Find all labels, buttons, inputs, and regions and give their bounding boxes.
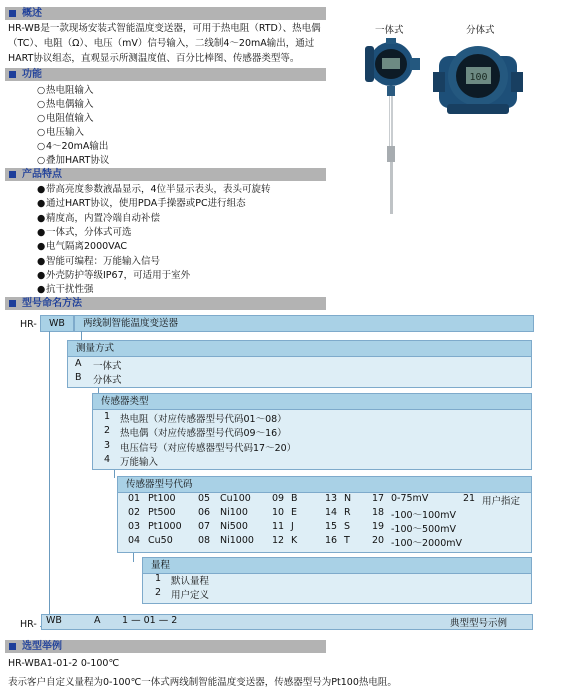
range-code: 2 — [155, 587, 162, 598]
measure-desc: 一体式 — [93, 361, 122, 372]
range-header: 量程 — [142, 557, 532, 574]
feature-item-label: 一体式，分体式可选 — [46, 226, 132, 238]
sensor-code-cell: -100～500mV — [391, 524, 456, 535]
sensor-code-cell: K — [291, 535, 298, 546]
tree-line — [49, 331, 50, 617]
sensor-code-cell: B — [291, 493, 298, 504]
bullet-icon: ● — [37, 184, 46, 195]
section-marker — [9, 300, 16, 307]
sensor-code-cell: 21 — [463, 493, 476, 504]
sensor-type-desc: 热电阻（对应传感器型号代码01～08） — [120, 414, 287, 425]
sensor-type-desc: 热电偶（对应传感器型号代码09～16） — [120, 428, 287, 440]
sensor-code-cell: 18 — [372, 507, 385, 518]
tree-line — [133, 552, 134, 562]
radio-bullet-icon: ○ — [37, 141, 46, 152]
section-title: 产品特点 — [22, 169, 62, 180]
bullet-icon: ● — [37, 255, 46, 267]
bottom-wb: WB — [46, 615, 62, 626]
section-title: 概述 — [22, 8, 42, 19]
section-marker — [9, 171, 16, 178]
feature-item — [37, 212, 160, 226]
sensor-code-cell: 16 — [325, 535, 338, 546]
bullet-icon: ● — [37, 241, 46, 253]
function-item — [37, 140, 108, 154]
section-title: 型号命名方法 — [22, 298, 82, 309]
bottom-prefix: HR- — [20, 619, 37, 630]
feature-item-label: 智能可编程：万能输入信号 — [46, 255, 161, 267]
feature-item — [37, 226, 132, 240]
integrated-label: 一体式 — [375, 25, 404, 36]
sensor-code-cell: Pt100 — [148, 493, 176, 504]
measure-desc: 分体式 — [93, 375, 122, 386]
sensor-code-cell: 13 — [325, 493, 338, 504]
sensor-code-cell: Cu100 — [220, 493, 251, 504]
sensor-code-cell: 用户指定 — [482, 496, 521, 507]
bullet-icon: ● — [37, 284, 46, 296]
sensor-code-cell: -100～2000mV — [391, 538, 462, 549]
example-line1: HR-WBA1-01-2 0-100℃ — [8, 658, 120, 669]
radio-bullet-icon: ○ — [37, 155, 46, 166]
function-item-label: 叠加HART协议 — [46, 155, 110, 166]
section-title: 功能 — [22, 69, 42, 80]
wb-code-cell: WB — [40, 315, 74, 332]
sensor-code-cell: J — [291, 521, 294, 532]
function-item — [37, 126, 84, 140]
range-desc: 用户定义 — [171, 590, 210, 601]
sensor-code-cell: 14 — [325, 507, 338, 518]
sensor-code-cell: Ni100 — [220, 507, 248, 518]
measure-header: 测量方式 — [67, 340, 532, 357]
feature-item — [37, 283, 94, 297]
section-example — [5, 640, 326, 653]
overview-text: HR-WB是一款现场安装式智能温度变送器，可用于热电阻（RTD）、热电偶（TC）、电阻（Ω）、电压（mV）信号输入，二线制4～20mA输出，通过HART协议组态，直观显示所测温度值、百分比棒图、传感器类型等。 — [8, 23, 321, 64]
section-marker — [9, 10, 16, 17]
sensor-code-cell: 06 — [198, 507, 211, 518]
bottom-code: 1 — 01 — 2 — [122, 615, 178, 626]
sensor-code-cell: Cu50 — [148, 535, 173, 546]
feature-item-label: 精度高，内置冷端自动补偿 — [46, 212, 161, 224]
sensor-type-desc: 电压信号（对应传感器型号代码17～20） — [120, 442, 297, 454]
function-item-label: 电阻值输入 — [46, 113, 94, 124]
bullet-icon: ● — [37, 212, 46, 224]
range-desc: 默认量程 — [171, 576, 210, 587]
sensor-code-cell: 04 — [128, 535, 141, 546]
bullet-icon: ● — [37, 226, 46, 238]
sensor-code-cell: T — [344, 535, 350, 546]
feature-item — [37, 183, 271, 197]
sensor-code-cell: 03 — [128, 521, 141, 532]
feature-item-label: 通过HART协议，使用PDA手操器或PC进行组态 — [46, 198, 246, 210]
sensor-code-cell: 12 — [272, 535, 285, 546]
sensor-code-cell: -100～100mV — [391, 510, 456, 521]
bullet-icon: ● — [37, 198, 46, 210]
radio-bullet-icon: ○ — [37, 113, 46, 124]
radio-bullet-icon: ○ — [37, 85, 46, 96]
feature-item — [37, 255, 160, 269]
function-item — [37, 154, 109, 168]
sensor-code-cell: S — [344, 521, 351, 532]
sensor-code-cell: 10 — [272, 507, 285, 518]
section-naming — [5, 297, 326, 310]
sensor-code-cell: 08 — [198, 535, 211, 546]
sensor-code-cell: E — [291, 507, 298, 518]
feature-item — [37, 269, 190, 283]
feature-item-label: 带高亮度参数液晶显示，4位半显示表头，表头可旋转 — [46, 184, 271, 195]
wb-desc-cell: 两线制智能温度变送器 — [74, 315, 534, 332]
feature-item-label: 电气隔离2000VAC — [46, 241, 128, 253]
function-item-label: 热电阻输入 — [46, 85, 94, 96]
range-code: 1 — [155, 573, 162, 584]
split-transmitter-image — [433, 36, 523, 118]
function-item — [37, 112, 94, 126]
display-readout: 100 — [469, 72, 488, 83]
function-item — [37, 98, 94, 112]
sensor-code-header: 传感器型号代码 — [117, 476, 532, 493]
measure-code: A — [75, 358, 82, 369]
sensor-code-cell: N — [344, 493, 352, 504]
sensor-type-code: 4 — [104, 453, 111, 465]
sensor-code-cell: 17 — [372, 493, 385, 504]
function-item-label: 电压输入 — [46, 127, 85, 138]
radio-bullet-icon: ○ — [37, 99, 46, 110]
section-marker — [9, 643, 16, 650]
section-features — [5, 168, 326, 181]
section-overview — [5, 7, 326, 20]
section-function — [5, 68, 326, 81]
sensor-code-cell: 19 — [372, 521, 385, 532]
sensor-type-desc: 万能输入 — [120, 456, 159, 468]
example-line2: 表示客户自定义量程为0-100℃一体式两线制智能温度变送器，传感器型号为Pt100热电阻。 — [8, 677, 397, 688]
bottom-label: 典型型号示例 — [450, 618, 508, 629]
radio-bullet-icon: ○ — [37, 127, 46, 138]
sensor-code-cell: Ni500 — [220, 521, 248, 532]
feature-item-label: 抗干扰性强 — [46, 284, 94, 296]
measure-code: B — [75, 372, 82, 383]
sensor-code-cell: 15 — [325, 521, 338, 532]
sensor-code-cell: 02 — [128, 507, 141, 518]
sensor-type-header: 传感器类型 — [92, 393, 532, 410]
section-marker — [9, 71, 16, 78]
feature-item-label: 外壳防护等级IP67，可适用于室外 — [46, 269, 191, 281]
sensor-code-cell: 0-75mV — [391, 493, 429, 504]
sensor-code-cell: 11 — [272, 521, 285, 532]
split-label: 分体式 — [466, 25, 495, 36]
bullet-icon: ● — [37, 269, 46, 281]
integrated-transmitter-image — [355, 34, 430, 214]
feature-item — [37, 197, 246, 211]
function-item-label: 热电偶输入 — [46, 99, 94, 110]
sensor-code-cell: 09 — [272, 493, 285, 504]
sensor-type-code: 1 — [104, 411, 111, 422]
sensor-code-cell: 20 — [372, 535, 385, 546]
sensor-code-cell: 05 — [198, 493, 211, 504]
function-item — [37, 84, 94, 98]
sensor-type-code: 2 — [104, 425, 111, 437]
sensor-code-cell: Pt1000 — [148, 521, 182, 532]
prefix-label: HR- — [20, 319, 37, 330]
sensor-code-cell: Ni1000 — [220, 535, 254, 546]
function-item-label: 4～20mA输出 — [46, 141, 109, 152]
sensor-code-cell: Pt500 — [148, 507, 176, 518]
sensor-code-cell: 07 — [198, 521, 211, 532]
section-title: 选型举例 — [22, 641, 62, 652]
bottom-a: A — [94, 615, 101, 626]
sensor-code-cell: R — [344, 507, 351, 518]
sensor-type-code: 3 — [104, 439, 111, 451]
feature-item — [37, 240, 127, 254]
sensor-code-cell: 01 — [128, 493, 141, 504]
